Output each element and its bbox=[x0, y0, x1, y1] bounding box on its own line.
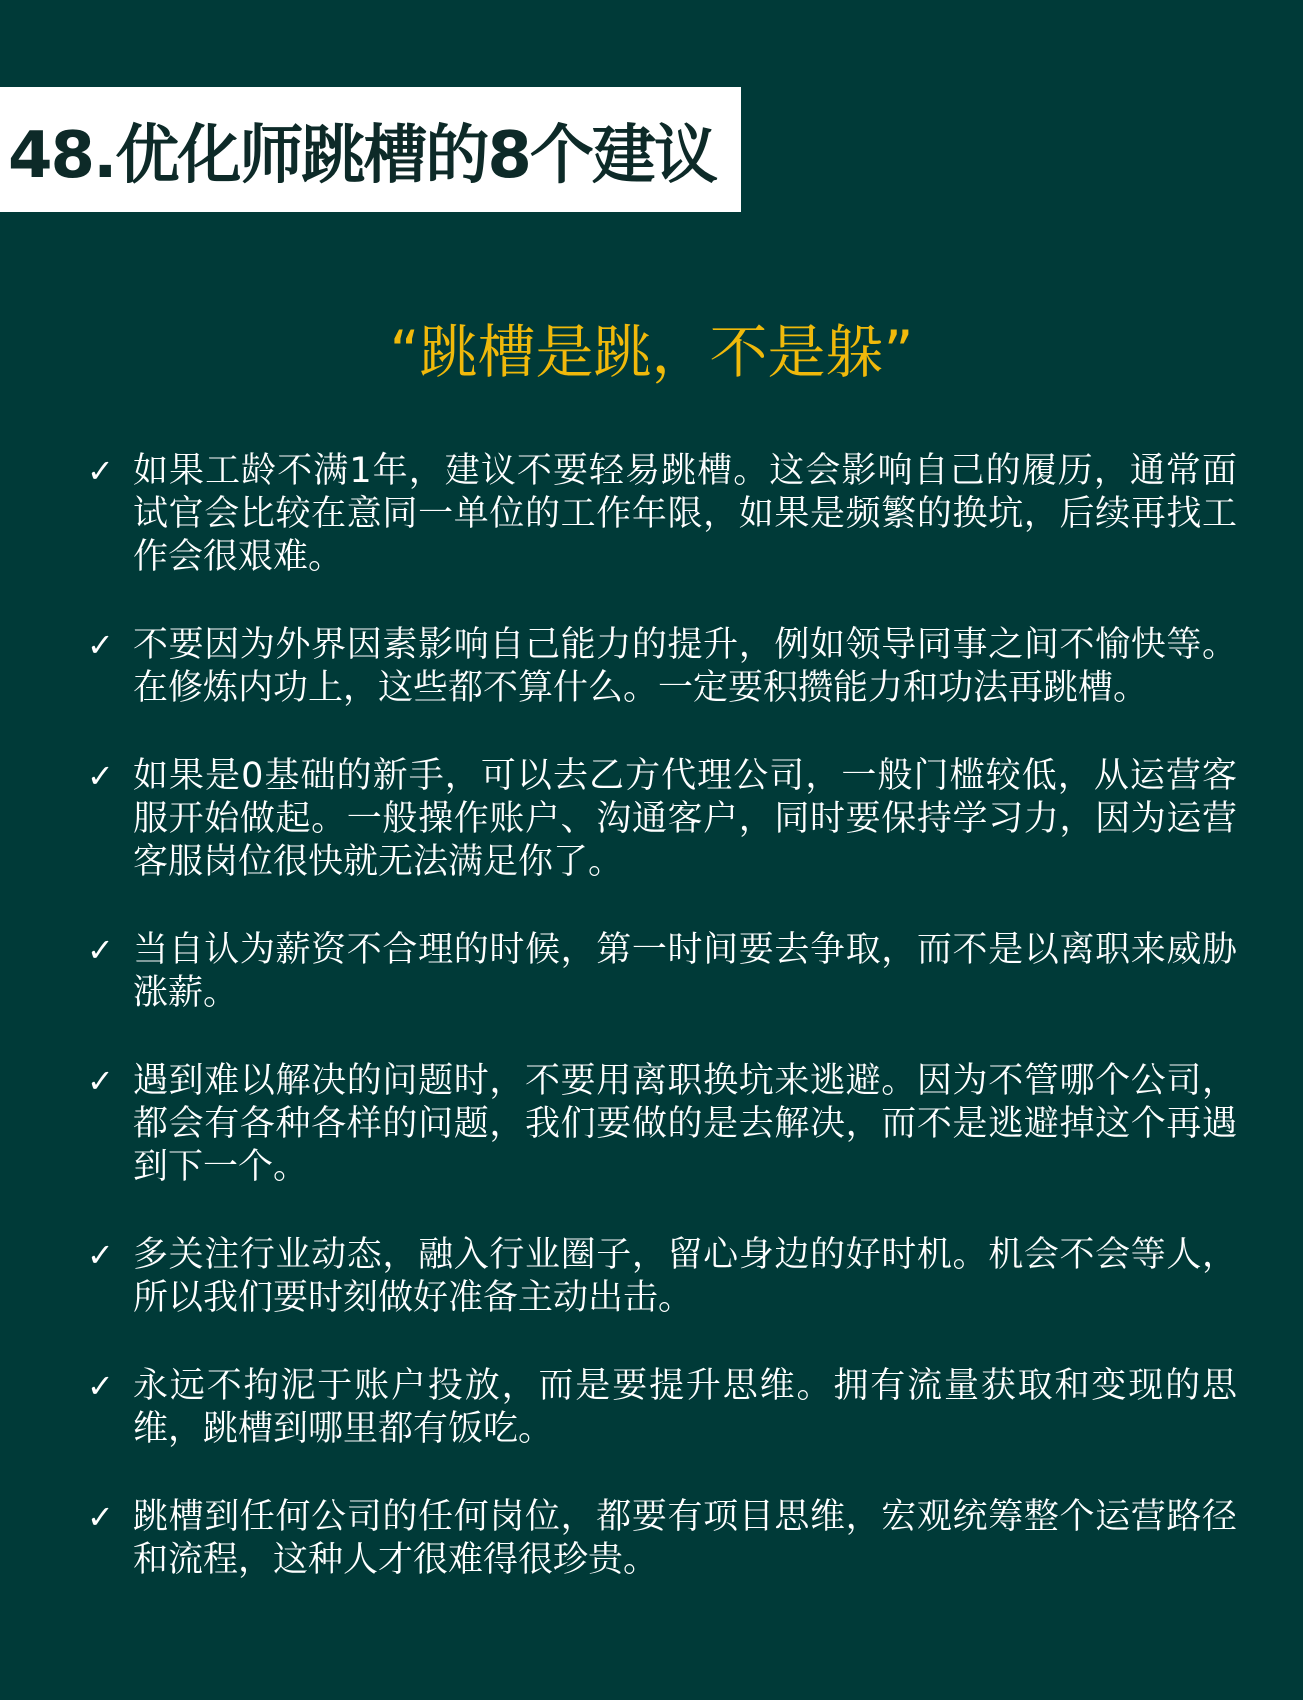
check-icon: ✓ bbox=[87, 757, 114, 795]
tip-text: 当自认为薪资不合理的时候，第一时间要去争取，而不是以离职来威胁涨薪。 bbox=[133, 930, 1237, 1013]
title-banner bbox=[0, 87, 741, 212]
list-item bbox=[87, 1060, 1237, 1189]
tip-text: 如果工龄不满1年，建议不要轻易跳槽。这会影响自己的履历，通常面试官会比较在意同一单位的工作年限，如果是频繁的换坑，后续再找工作会很艰难。 bbox=[133, 451, 1237, 577]
check-icon: ✓ bbox=[87, 1062, 114, 1100]
check-icon: ✓ bbox=[87, 1498, 114, 1536]
list-item bbox=[87, 1365, 1237, 1451]
tip-text: 永远不拘泥于账户投放，而是要提升思维。拥有流量获取和变现的思维，跳槽到哪里都有饭吃。 bbox=[133, 1366, 1237, 1449]
list-item bbox=[87, 755, 1237, 884]
check-icon: ✓ bbox=[87, 931, 114, 969]
check-icon: ✓ bbox=[87, 626, 114, 664]
list-item bbox=[87, 1234, 1237, 1320]
tip-text: 不要因为外界因素影响自己能力的提升，例如领导同事之间不愉快等。在修炼内功上，这些都不算什么。一定要积攒能力和功法再跳槽。 bbox=[133, 625, 1237, 708]
list-item bbox=[87, 450, 1237, 579]
tip-text: 多关注行业动态，融入行业圈子，留心身边的好时机。机会不会等人，所以我们要时刻做好准备主动出击。 bbox=[133, 1235, 1237, 1318]
list-item bbox=[87, 1496, 1237, 1582]
list-item bbox=[87, 929, 1237, 1015]
check-icon: ✓ bbox=[87, 452, 114, 490]
tip-text: 遇到难以解决的问题时，不要用离职换坑来逃避。因为不管哪个公司，都会有各种各样的问题，我们要做的是去解决，而不是逃避掉这个再遇到下一个。 bbox=[133, 1061, 1237, 1187]
tip-text: 跳槽到任何公司的任何岗位，都要有项目思维，宏观统筹整个运营路径和流程，这种人才很难得很珍贵。 bbox=[133, 1497, 1237, 1580]
check-icon: ✓ bbox=[87, 1367, 114, 1405]
tips-list bbox=[87, 450, 1237, 1627]
subtitle-quote: “跳槽是跳，不是躲” bbox=[389, 318, 914, 386]
page-title: 48.优化师跳槽的8个建议 bbox=[8, 118, 716, 193]
tip-text: 如果是0基础的新手，可以去乙方代理公司，一般门槛较低，从运营客服开始做起。一般操作账户、沟通客户，同时要保持学习力，因为运营客服岗位很快就无法满足你了。 bbox=[133, 756, 1237, 882]
check-icon: ✓ bbox=[87, 1236, 114, 1274]
list-item bbox=[87, 624, 1237, 710]
